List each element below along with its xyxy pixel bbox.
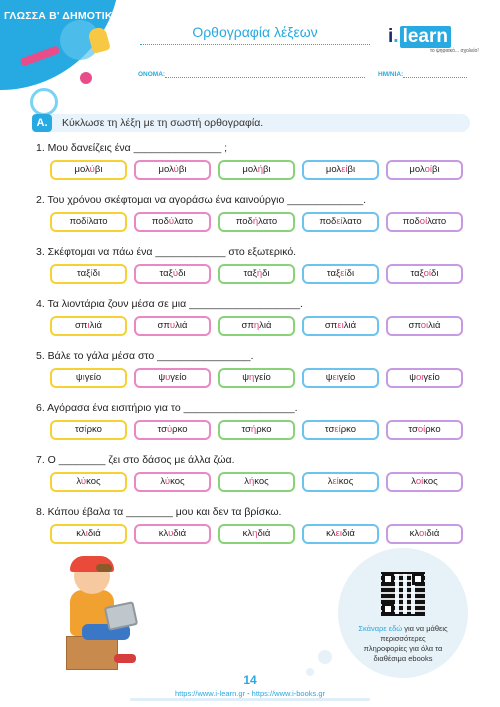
logo-dot: . [393, 26, 399, 47]
footer-separator: - [245, 689, 252, 698]
option-vowel: εί [340, 268, 347, 279]
option-stem: τσ [75, 424, 85, 435]
option-stem: λ [244, 476, 249, 487]
option-ending: λατο [427, 216, 447, 227]
option-stem: τσ [157, 424, 167, 435]
option-stem: ταξ [77, 268, 91, 279]
qr-finder [412, 573, 424, 585]
option-stem: λ [160, 476, 165, 487]
option-ending: διά [426, 528, 440, 539]
option-vowel: υ [169, 320, 176, 331]
option-stem: ταξ [243, 268, 257, 279]
answer-option[interactable] [50, 524, 127, 544]
answer-option[interactable] [386, 420, 463, 440]
option-stem: κλ [76, 528, 86, 539]
option-stem: μολ [409, 164, 425, 175]
answer-option[interactable] [302, 264, 379, 284]
option-vowel: ι [85, 528, 88, 539]
option-stem: τσ [408, 424, 418, 435]
option-ending: διά [341, 528, 355, 539]
option-stem: ποδ [235, 216, 253, 227]
date-line[interactable] [403, 70, 467, 78]
option-vowel: οί [415, 476, 424, 487]
option-vowel: ί [86, 216, 89, 227]
option-stem: ταξ [410, 268, 424, 279]
option-vowel: ύ [168, 216, 175, 227]
instruction-text: Κύκλωσε τη λέξη με τη σωστή ορθογραφία. [62, 117, 264, 129]
footer-links [0, 689, 500, 698]
option-vowel: οί [423, 268, 432, 279]
option-ending: βι [432, 164, 440, 175]
option-vowel: ή [248, 476, 255, 487]
option-ending: λατο [88, 216, 108, 227]
option-ending: λατο [342, 216, 362, 227]
option-ending: κος [170, 476, 185, 487]
option-ending: ρκο [425, 424, 441, 435]
answer-option[interactable] [302, 472, 379, 492]
question-text: 3. Σκέφτομαι να πάω ένα ____________ στο εξωτερικό. [36, 246, 297, 258]
option-ending: ρκο [340, 424, 357, 435]
option-ending: δι [346, 268, 355, 279]
answer-options [50, 368, 470, 386]
option-ending: κος [338, 476, 354, 487]
option-ending: γείο [423, 372, 440, 383]
option-vowel: ει [335, 528, 342, 539]
option-stem: τσ [241, 424, 251, 435]
option-ending: ρκο [256, 424, 272, 435]
option-stem: ψ [409, 372, 416, 383]
answer-options [50, 472, 470, 490]
option-stem: ποδ [151, 216, 169, 227]
option-ending: βι [263, 164, 271, 175]
answer-option[interactable] [218, 316, 295, 336]
answer-option[interactable] [302, 316, 379, 336]
option-stem: μολ [325, 164, 342, 175]
option-stem: ποδ [69, 216, 87, 227]
option-ending: βι [347, 164, 356, 175]
answer-options [50, 212, 470, 230]
answer-option[interactable] [386, 160, 463, 180]
bubble-dot [318, 650, 332, 664]
answer-option[interactable] [50, 160, 127, 180]
answer-option[interactable] [50, 472, 127, 492]
option-vowel: εί [332, 476, 339, 487]
option-stem: τσ [324, 424, 335, 435]
question-text: 7. Ο ________ ζει στο δάσος με άλλα ζώα. [36, 454, 235, 466]
answer-option[interactable] [50, 368, 127, 388]
answer-option[interactable] [386, 316, 463, 336]
section-badge: Α. [32, 114, 52, 132]
option-ending: βι [178, 164, 187, 175]
option-vowel: οί [424, 164, 432, 175]
option-stem: σπ [75, 320, 88, 331]
option-stem: κλ [158, 528, 169, 539]
answer-options [50, 160, 470, 178]
answer-option[interactable] [302, 368, 379, 388]
answer-option[interactable] [218, 212, 295, 232]
option-vowel: εί [341, 164, 348, 175]
option-vowel: ή [250, 424, 257, 435]
answer-option[interactable] [302, 524, 379, 544]
option-vowel: υ [168, 528, 174, 539]
option-vowel: οι [415, 372, 424, 383]
option-ending: διά [87, 528, 101, 539]
answer-options [50, 420, 470, 438]
option-vowel: εί [336, 216, 343, 227]
title-underline [140, 44, 370, 45]
option-vowel: ί [90, 268, 93, 279]
option-vowel: η [253, 320, 260, 331]
answer-option[interactable] [134, 524, 211, 544]
option-ending: δι [178, 268, 186, 279]
footer-bar [130, 698, 370, 701]
question-text: 8. Κάπου έβαλα τα ________ μου και δεν τα βρίσκω. [36, 506, 282, 518]
answer-option[interactable] [134, 212, 211, 232]
option-stem: ψ [75, 372, 83, 383]
qr-finder [382, 603, 394, 615]
option-stem: λ [411, 476, 416, 487]
answer-option[interactable] [50, 420, 127, 440]
option-ending: γείο [338, 372, 356, 383]
name-line[interactable] [165, 70, 365, 78]
option-stem: ποδ [319, 216, 337, 227]
option-vowel: ι [87, 320, 90, 331]
option-ending: βι [94, 164, 103, 175]
answer-option[interactable] [50, 316, 127, 336]
answer-option[interactable] [386, 368, 463, 388]
answer-option[interactable] [386, 264, 463, 284]
option-vowel: η [252, 528, 258, 539]
option-ending: δι [262, 268, 270, 279]
option-ending: ρκο [86, 424, 102, 435]
scan-description: για να μάθεις περισσότερες πληροφορίες για όλα τα διαθέσιμα ebooks [363, 624, 448, 663]
answer-option[interactable] [134, 160, 211, 180]
option-stem: μολ [158, 164, 174, 175]
scan-link[interactable]: Σκάναρε εδώ [358, 624, 403, 633]
option-ending: λατο [258, 216, 278, 227]
option-stem: λ [327, 476, 333, 487]
option-stem: μολ [242, 164, 258, 175]
footer-link-ilearn[interactable]: https://www.i-learn.gr [174, 689, 245, 698]
option-vowel: ί [84, 424, 87, 435]
answer-option[interactable] [386, 472, 463, 492]
answer-options [50, 316, 470, 334]
option-vowel: ύ [173, 164, 179, 175]
option-stem: ταξ [326, 268, 341, 279]
option-vowel: ή [252, 216, 259, 227]
answer-option[interactable] [302, 212, 379, 232]
option-stem: σπ [157, 320, 170, 331]
answer-option[interactable] [218, 160, 295, 180]
option-vowel: οι [419, 528, 427, 539]
option-vowel: ύ [172, 268, 179, 279]
answer-option[interactable] [218, 420, 295, 440]
answer-option[interactable] [218, 524, 295, 544]
option-stem: ψ [242, 372, 250, 383]
option-vowel: ύ [166, 424, 173, 435]
option-stem: κλ [409, 528, 420, 539]
option-ending: γείο [84, 372, 102, 383]
box-illustration [66, 636, 118, 670]
option-vowel: η [249, 372, 255, 383]
answer-option[interactable] [386, 212, 463, 232]
option-stem: ψ [325, 372, 333, 383]
tablet-icon [104, 601, 138, 631]
option-stem: ποδ [402, 216, 420, 227]
answer-option[interactable] [134, 368, 211, 388]
answer-option[interactable] [134, 264, 211, 284]
footer-link-ibooks[interactable]: https://www.i-books.gr [251, 689, 326, 698]
ilearn-logo [388, 26, 451, 48]
option-ending: διά [173, 528, 187, 539]
option-stem: μολ [74, 164, 90, 175]
option-stem: σπ [324, 320, 338, 331]
scan-text [358, 624, 448, 664]
date-label: ΗΜ/ΝΙΑ: [378, 71, 404, 78]
answer-option[interactable] [134, 420, 211, 440]
option-ending: διά [257, 528, 271, 539]
option-stem: ταξ [159, 268, 173, 279]
answer-option[interactable] [218, 368, 295, 388]
question-text: 5. Βάλε το γάλα μέσα στο ________________. [36, 350, 254, 362]
name-field [138, 70, 365, 78]
option-ending: δι [431, 268, 439, 279]
option-ending: γείο [254, 372, 271, 383]
answer-options [50, 524, 470, 542]
answer-option[interactable] [218, 264, 295, 284]
option-vowel: ει [337, 320, 344, 331]
option-vowel: ύ [80, 476, 87, 487]
option-vowel: ή [256, 268, 263, 279]
kid-hair [96, 564, 112, 572]
option-stem: κλ [242, 528, 253, 539]
option-stem: ψ [158, 372, 166, 383]
option-ending: λατο [174, 216, 194, 227]
answer-options [50, 264, 470, 282]
option-vowel: οί [419, 216, 428, 227]
ring-icon [30, 88, 58, 116]
option-vowel: ύ [89, 164, 95, 175]
option-vowel: ι [82, 372, 85, 383]
answer-option[interactable] [134, 472, 211, 492]
answer-option[interactable] [302, 420, 379, 440]
option-ending: λιά [343, 320, 357, 331]
option-vowel: ύ [164, 476, 171, 487]
option-ending: λιά [175, 320, 188, 331]
answer-option[interactable] [134, 316, 211, 336]
question-text: 6. Αγόρασα ένα εισιτήριο για το ___________________. [36, 402, 298, 414]
option-ending: λιά [259, 320, 272, 331]
question-text: 2. Του χρόνου σκέφτομαι να αγοράσω ένα καινούργιο _____________. [36, 194, 367, 206]
answer-option[interactable] [302, 160, 379, 180]
option-ending: δι [92, 268, 100, 279]
option-ending: λιά [428, 320, 441, 331]
question-text: 1. Μου δανείζεις ένα _______________ ; [36, 142, 228, 154]
option-stem: σπ [408, 320, 421, 331]
name-label: ΟΝΟΜΑ: [138, 71, 166, 78]
page-number: 14 [243, 673, 257, 687]
page-title: Ορθογραφία λέξεων [192, 24, 318, 40]
answer-option[interactable] [50, 264, 127, 284]
option-stem: λ [76, 476, 81, 487]
ball-icon [80, 72, 92, 84]
kid-shoe [114, 654, 136, 663]
date-field [378, 70, 467, 78]
option-ending: ρκο [172, 424, 188, 435]
option-ending: κος [86, 476, 101, 487]
logo-i: i [388, 26, 394, 47]
option-ending: γείο [170, 372, 187, 383]
subject-label: ΓΛΩΣΣΑ Β' ΔΗΜΟΤΙΚΟΥ [4, 10, 128, 22]
option-ending: κος [254, 476, 269, 487]
answer-option[interactable] [50, 212, 127, 232]
option-stem: σπ [241, 320, 254, 331]
answer-option[interactable] [218, 472, 295, 492]
option-ending: κος [423, 476, 438, 487]
option-vowel: ή [257, 164, 264, 175]
question-text: 4. Τα λιοντάρια ζουν μέσα σε μια ___________________. [36, 298, 303, 310]
logo-tagline: το ψηφιακό... σχολείο! [430, 48, 479, 54]
logo-word: learn [400, 26, 451, 48]
option-vowel: οι [420, 320, 429, 331]
qr-finder [382, 573, 394, 585]
option-ending: λιά [89, 320, 102, 331]
option-vowel: υ [165, 372, 171, 383]
option-vowel: ει [332, 372, 339, 383]
option-vowel: οί [417, 424, 426, 435]
option-stem: κλ [326, 528, 336, 539]
option-vowel: εί [334, 424, 341, 435]
answer-option[interactable] [386, 524, 463, 544]
